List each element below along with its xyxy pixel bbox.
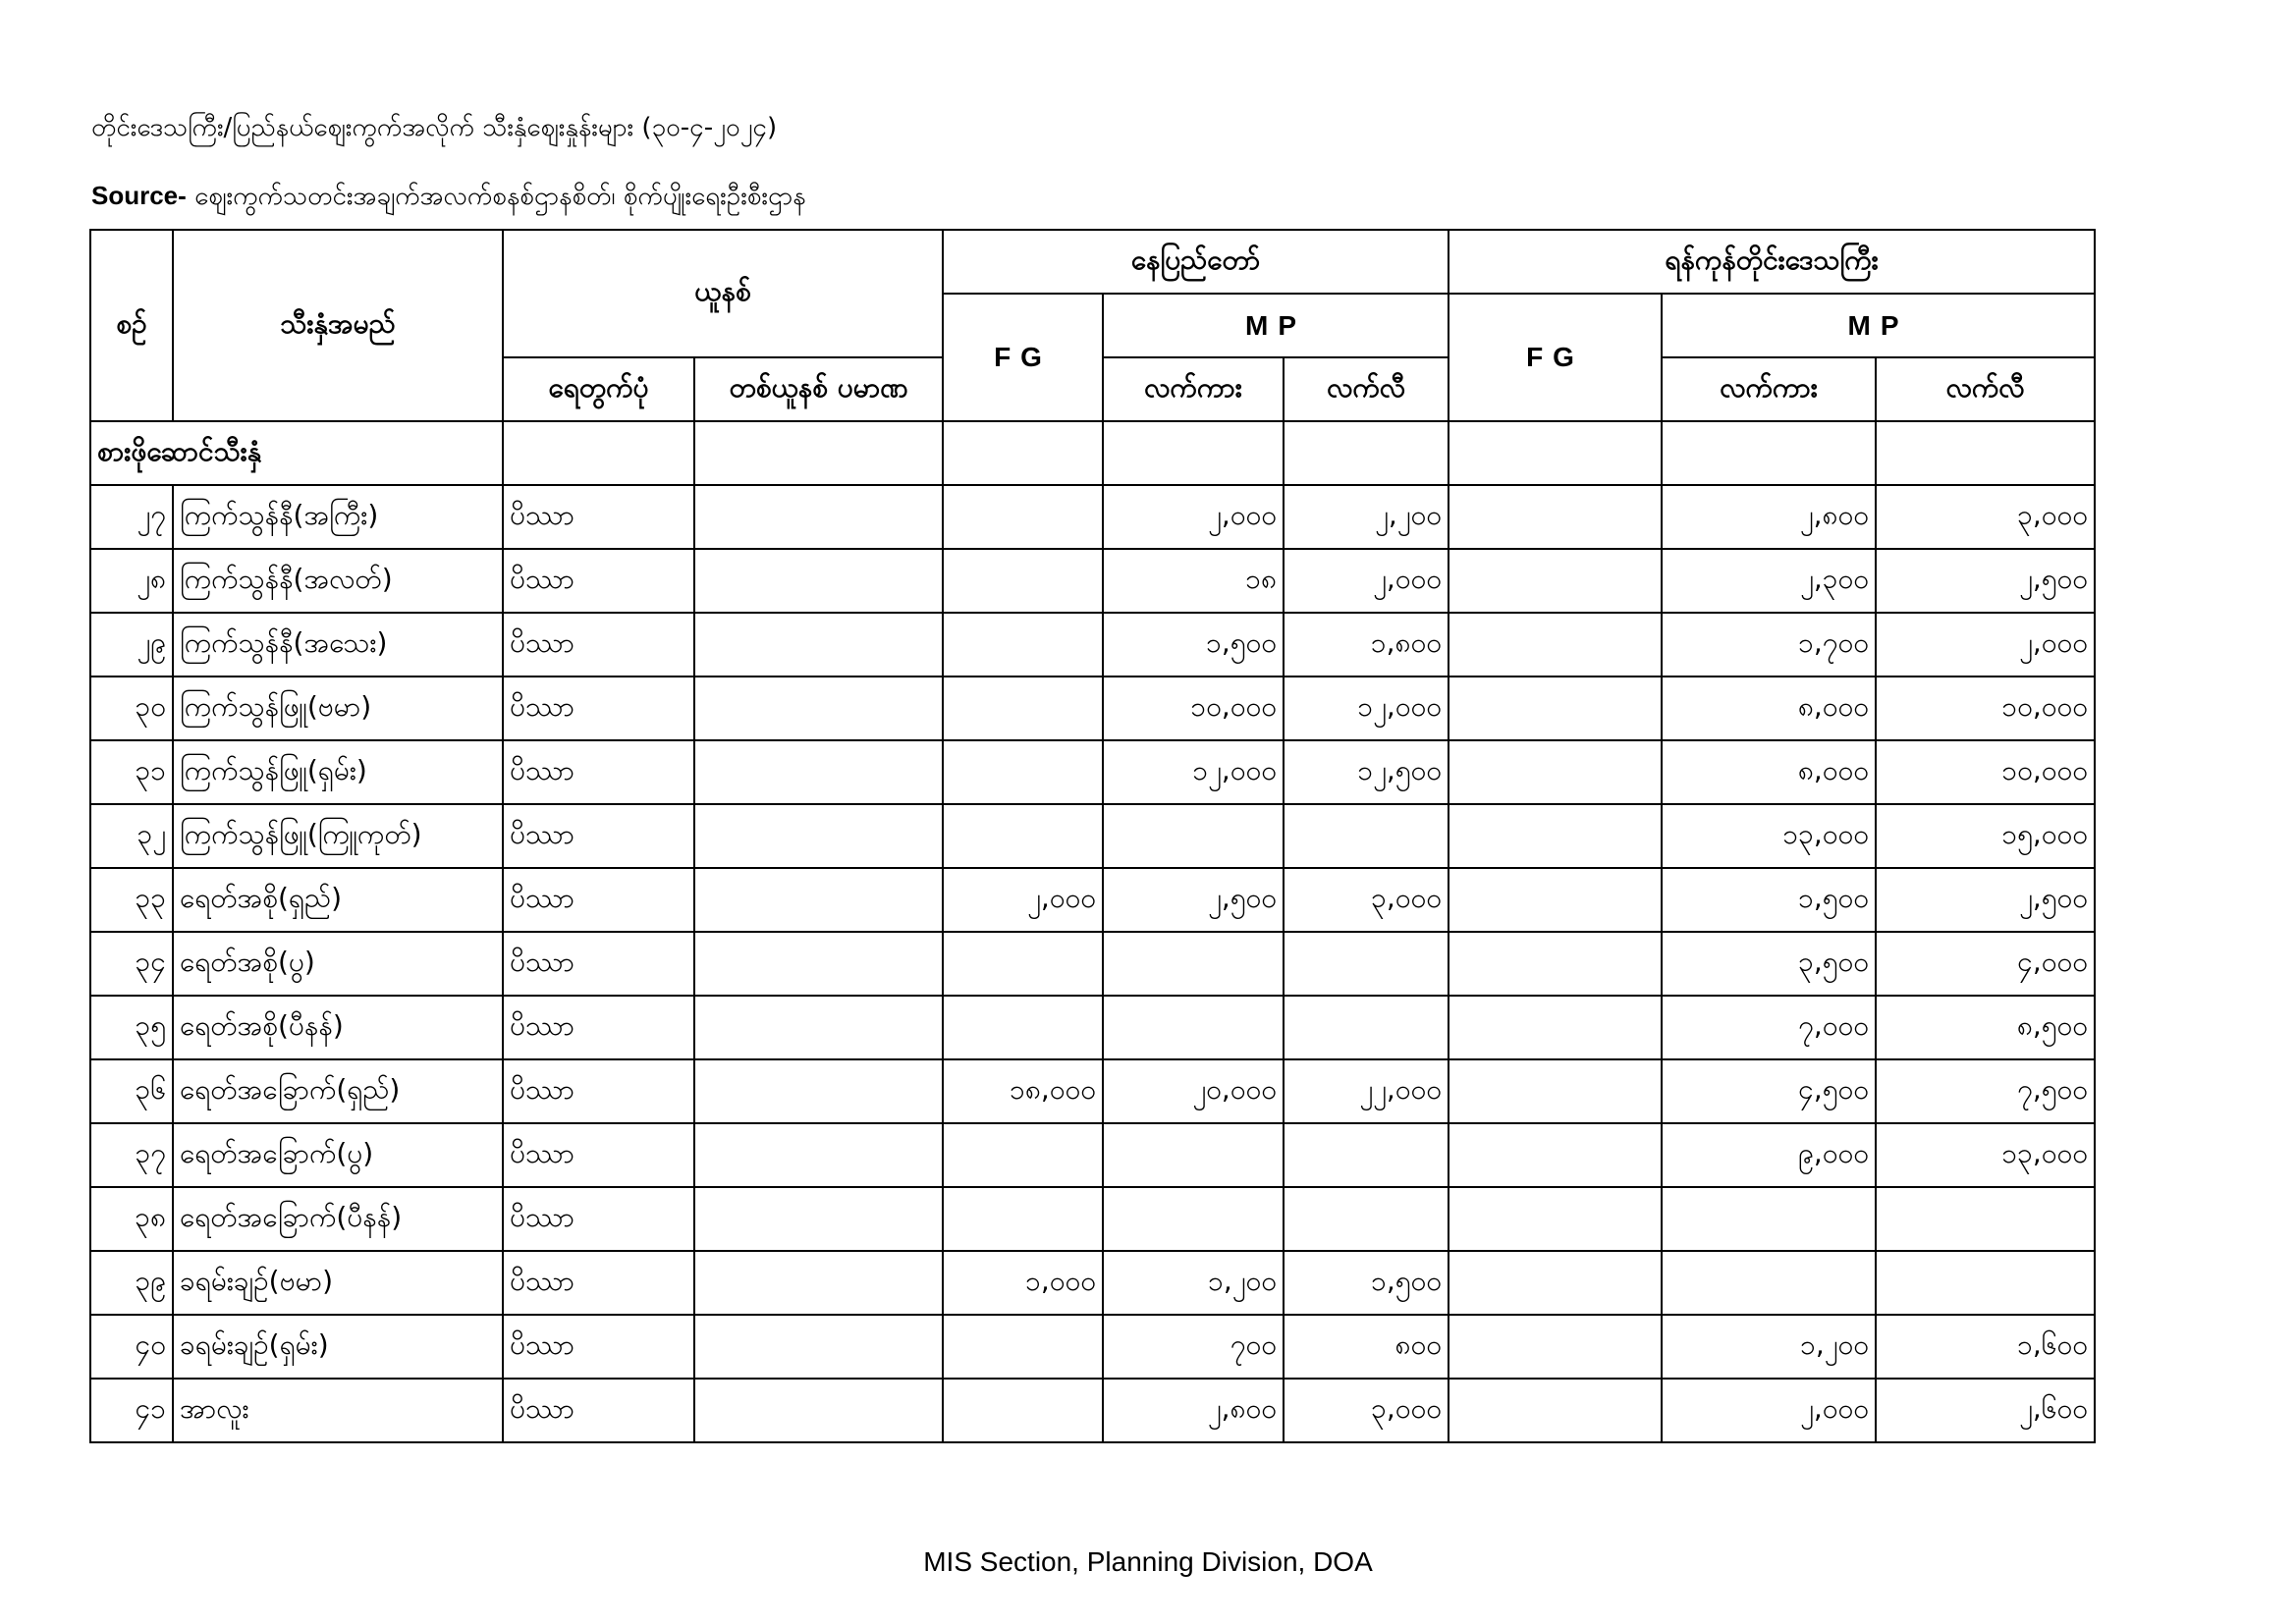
ygn-fg-cell [1449,1123,1662,1187]
npt-retail-cell [1284,996,1449,1059]
ygn-fg-cell [1449,996,1662,1059]
npt-fg-cell [943,1315,1103,1379]
footer-text: MIS Section, Planning Division, DOA [923,1546,1373,1577]
crop-name-cell: ရေတ်အခြောက်(ပီနန်) [173,1187,503,1251]
npt-retail-cell: ၁၂,၀၀၀ [1284,677,1449,740]
npt-fg-cell [943,1379,1103,1442]
npt-retail-cell: ၂,၂၀၀ [1284,485,1449,549]
unit-local-cell: ပိဿာ [503,804,694,868]
row-number-cell: ၄၁ [90,1379,173,1442]
ygn-fg-cell [1449,1379,1662,1442]
crop-name-cell: ရေတ်အခြောက်(ပွ) [173,1123,503,1187]
npt-retail-cell [1284,1123,1449,1187]
table-row [90,1059,2095,1123]
ygn-retail-cell: ၂,၀၀၀ [1876,613,2095,677]
npt-wholesale-cell [1103,1187,1284,1251]
npt-retail-cell [1284,804,1449,868]
crop-name-cell: ကြက်သွန်ဖြူ(ကြူကုတ်) [173,804,503,868]
npt-wholesale-cell: ၁၀,၀၀၀ [1103,677,1284,740]
ygn-wholesale-cell: ၂,၀၀၀ [1662,1379,1876,1442]
crop-name-cell: ရေတ်အစို(ရှည်) [173,868,503,932]
header-npt-mp: MP [1103,294,1449,357]
npt-fg-cell [943,613,1103,677]
ygn-retail-cell [1876,1251,2095,1315]
unit-metric-cell [694,1187,943,1251]
header-unit: ယူနစ် [503,230,943,357]
table-row [90,677,2095,740]
npt-fg-cell [943,932,1103,996]
ygn-wholesale-cell: ၇,၀၀၀ [1662,996,1876,1059]
unit-local-cell: ပိဿာ [503,485,694,549]
header-naypyitaw: နေပြည်တော် [943,230,1449,294]
row-number-cell: ၃၅ [90,996,173,1059]
row-number-cell: ၃၂ [90,804,173,868]
unit-local-cell: ပိဿာ [503,1187,694,1251]
ygn-fg-cell [1449,549,1662,613]
unit-metric-cell [694,740,943,804]
table-row [90,1315,2095,1379]
crop-name-cell: ကြက်သွန်နီ(အသေး) [173,613,503,677]
table-cell [1284,421,1449,485]
header-ygn-wholesale: လက်ကား [1662,357,1876,421]
ygn-wholesale-cell: ၈,၀၀၀ [1662,740,1876,804]
page-title: တိုင်းဒေသကြီး/ပြည်နယ်ဈေးကွက်အလိုက် သီးနှံဈေးနှုန်းများ (၃၀-၄-၂၀၂၄) [91,113,778,142]
ygn-fg-cell [1449,868,1662,932]
table-cell [503,421,694,485]
npt-wholesale-cell [1103,932,1284,996]
npt-retail-cell: ၁,၈၀၀ [1284,613,1449,677]
header-no: စဉ် [90,230,173,421]
npt-fg-cell [943,549,1103,613]
npt-wholesale-cell: ၁,၅၀၀ [1103,613,1284,677]
npt-wholesale-cell: ၂,၅၀၀ [1103,868,1284,932]
ygn-wholesale-cell: ၁၃,၀၀၀ [1662,804,1876,868]
unit-metric-cell [694,549,943,613]
npt-fg-cell: ၁,၀၀၀ [943,1251,1103,1315]
npt-retail-cell [1284,1187,1449,1251]
row-number-cell: ၄၀ [90,1315,173,1379]
npt-fg-cell [943,1187,1103,1251]
npt-wholesale-cell: ၂၀,၀၀၀ [1103,1059,1284,1123]
table-cell [1103,421,1284,485]
table-row [90,868,2095,932]
source-line [91,179,806,217]
crop-name-cell: ရေတ်အစို(ပွ) [173,932,503,996]
table-row [90,1251,2095,1315]
unit-metric-cell [694,677,943,740]
crop-name-cell: အာလူး [173,1379,503,1442]
table-row [90,549,2095,613]
npt-fg-cell: ၂,၀၀၀ [943,868,1103,932]
npt-retail-cell: ၃,၀၀၀ [1284,868,1449,932]
table-cell [1876,421,2095,485]
npt-wholesale-cell: ၂,၀၀၀ [1103,485,1284,549]
ygn-wholesale-cell: ၈,၀၀၀ [1662,677,1876,740]
row-number-cell: ၃၆ [90,1059,173,1123]
npt-fg-cell [943,677,1103,740]
ygn-retail-cell: ၇,၅၀၀ [1876,1059,2095,1123]
npt-retail-cell [1284,932,1449,996]
npt-retail-cell: ၃,၀၀၀ [1284,1379,1449,1442]
table-cell [694,421,943,485]
crop-name-cell: ရေတ်အခြောက်(ရှည်) [173,1059,503,1123]
ygn-retail-cell: ၂,၅၀၀ [1876,868,2095,932]
ygn-wholesale-cell: ၂,၃၀၀ [1662,549,1876,613]
ygn-wholesale-cell: ၄,၅၀၀ [1662,1059,1876,1123]
ygn-wholesale-cell: ၃,၅၀၀ [1662,932,1876,996]
price-table-body [90,230,2095,1442]
unit-metric-cell [694,996,943,1059]
unit-metric-cell [694,613,943,677]
crop-name-cell: ကြက်သွန်နီ(အကြီး) [173,485,503,549]
table-cell [1662,421,1876,485]
header-ygn-mp: MP [1662,294,2095,357]
section-row [90,421,2095,485]
unit-metric-cell [694,1123,943,1187]
unit-local-cell: ပိဿာ [503,677,694,740]
unit-local-cell: ပိဿာ [503,1059,694,1123]
row-number-cell: ၃၀ [90,677,173,740]
header-unit-metric: တစ်ယူနစ် ပမာဏ [694,357,943,421]
npt-fg-cell [943,804,1103,868]
table-row [90,804,2095,868]
unit-metric-cell [694,804,943,868]
table-row [90,740,2095,804]
table-cell [1449,421,1662,485]
ygn-fg-cell [1449,1187,1662,1251]
npt-retail-cell: ၂,၀၀၀ [1284,549,1449,613]
row-number-cell: ၂၉ [90,613,173,677]
npt-wholesale-cell: ၁,၂၀၀ [1103,1251,1284,1315]
ygn-retail-cell: ၈,၅၀၀ [1876,996,2095,1059]
ygn-fg-cell [1449,1059,1662,1123]
table-row [90,1187,2095,1251]
ygn-retail-cell: ၂,၆၀၀ [1876,1379,2095,1442]
npt-fg-cell [943,485,1103,549]
npt-fg-cell [943,740,1103,804]
table-row [90,613,2095,677]
header-row-1 [90,230,2095,294]
npt-retail-cell: ၂၂,၀၀၀ [1284,1059,1449,1123]
ygn-retail-cell: ၁၅,၀၀၀ [1876,804,2095,868]
row-number-cell: ၃၁ [90,740,173,804]
header-ygn-retail: လက်လီ [1876,357,2095,421]
unit-local-cell: ပိဿာ [503,613,694,677]
header-npt-fg: FG [943,294,1103,421]
ygn-wholesale-cell: ၉,၀၀၀ [1662,1123,1876,1187]
unit-metric-cell [694,1315,943,1379]
ygn-retail-cell: ၁၀,၀၀၀ [1876,740,2095,804]
row-number-cell: ၃၃ [90,868,173,932]
table-row [90,485,2095,549]
unit-local-cell: ပိဿာ [503,1379,694,1442]
unit-metric-cell [694,1251,943,1315]
table-row [90,1123,2095,1187]
ygn-wholesale-cell [1662,1251,1876,1315]
source-text: ဈေးကွက်သတင်းအချက်အလက်စနစ်ဌာနစိတ်၊ စိုက်ပျိုးရေးဦးစီးဌာန [194,182,806,211]
row-number-cell: ၃၉ [90,1251,173,1315]
unit-local-cell: ပိဿာ [503,1123,694,1187]
ygn-fg-cell [1449,1315,1662,1379]
unit-metric-cell [694,1379,943,1442]
unit-local-cell: ပိဿာ [503,740,694,804]
npt-wholesale-cell [1103,804,1284,868]
header-name: သီးနှံအမည် [173,230,503,421]
unit-metric-cell [694,932,943,996]
unit-metric-cell [694,485,943,549]
ygn-retail-cell: ၁၀,၀၀၀ [1876,677,2095,740]
unit-local-cell: ပိဿာ [503,549,694,613]
unit-local-cell: ပိဿာ [503,932,694,996]
npt-wholesale-cell: ၁၂,၀၀၀ [1103,740,1284,804]
unit-metric-cell [694,1059,943,1123]
ygn-fg-cell [1449,1251,1662,1315]
table-row [90,996,2095,1059]
section-label: စားဖိုဆောင်သီးနှံ [90,421,503,485]
ygn-fg-cell [1449,613,1662,677]
header-ygn-fg: FG [1449,294,1662,421]
unit-local-cell: ပိဿာ [503,1315,694,1379]
ygn-wholesale-cell: ၁,၅၀၀ [1662,868,1876,932]
ygn-fg-cell [1449,485,1662,549]
npt-retail-cell: ၈၀၀ [1284,1315,1449,1379]
header-npt-wholesale: လက်ကား [1103,357,1284,421]
npt-fg-cell [943,1123,1103,1187]
unit-local-cell: ပိဿာ [503,868,694,932]
ygn-fg-cell [1449,932,1662,996]
ygn-retail-cell: ၁,၆၀၀ [1876,1315,2095,1379]
npt-fg-cell [943,996,1103,1059]
ygn-retail-cell: ၂,၅၀၀ [1876,549,2095,613]
npt-wholesale-cell [1103,1123,1284,1187]
ygn-fg-cell [1449,804,1662,868]
npt-wholesale-cell: ၇၀၀ [1103,1315,1284,1379]
crop-name-cell: ကြက်သွန်ဖြူ(ဗမာ) [173,677,503,740]
row-number-cell: ၃၈ [90,1187,173,1251]
npt-wholesale-cell [1103,996,1284,1059]
table-row [90,932,2095,996]
ygn-wholesale-cell: ၂,၈၀၀ [1662,485,1876,549]
header-npt-retail: လက်လီ [1284,357,1449,421]
ygn-fg-cell [1449,740,1662,804]
ygn-retail-cell: ၃,၀၀၀ [1876,485,2095,549]
npt-fg-cell: ၁၈,၀၀၀ [943,1059,1103,1123]
crop-name-cell: ခရမ်းချဉ်(ဗမာ) [173,1251,503,1315]
ygn-retail-cell: ၄,၀၀၀ [1876,932,2095,996]
row-number-cell: ၂၇ [90,485,173,549]
npt-wholesale-cell: ၂,၈၀၀ [1103,1379,1284,1442]
price-table [89,229,2096,1443]
ygn-retail-cell: ၁၃,၀၀၀ [1876,1123,2095,1187]
unit-local-cell: ပိဿာ [503,996,694,1059]
row-number-cell: ၃၇ [90,1123,173,1187]
npt-wholesale-cell: ၁၈ [1103,549,1284,613]
ygn-wholesale-cell: ၁,၇၀၀ [1662,613,1876,677]
ygn-wholesale-cell [1662,1187,1876,1251]
header-unit-local: ရေတွက်ပုံ [503,357,694,421]
header-yangon: ရန်ကုန်တိုင်းဒေသကြီး [1449,230,2095,294]
ygn-retail-cell [1876,1187,2095,1251]
ygn-fg-cell [1449,677,1662,740]
npt-retail-cell: ၁,၅၀၀ [1284,1251,1449,1315]
table-row [90,1379,2095,1442]
unit-metric-cell [694,868,943,932]
npt-retail-cell: ၁၂,၅၀၀ [1284,740,1449,804]
crop-name-cell: ရေတ်အစို(ပီနန်) [173,996,503,1059]
crop-name-cell: ကြက်သွန်နီ(အလတ်) [173,549,503,613]
source-label: Source- [91,181,187,210]
crop-name-cell: ကြက်သွန်ဖြူ(ရှမ်း) [173,740,503,804]
ygn-wholesale-cell: ၁,၂၀၀ [1662,1315,1876,1379]
table-cell [943,421,1103,485]
crop-name-cell: ခရမ်းချဉ်(ရှမ်း) [173,1315,503,1379]
row-number-cell: ၂၈ [90,549,173,613]
unit-local-cell: ပိဿာ [503,1251,694,1315]
row-number-cell: ၃၄ [90,932,173,996]
